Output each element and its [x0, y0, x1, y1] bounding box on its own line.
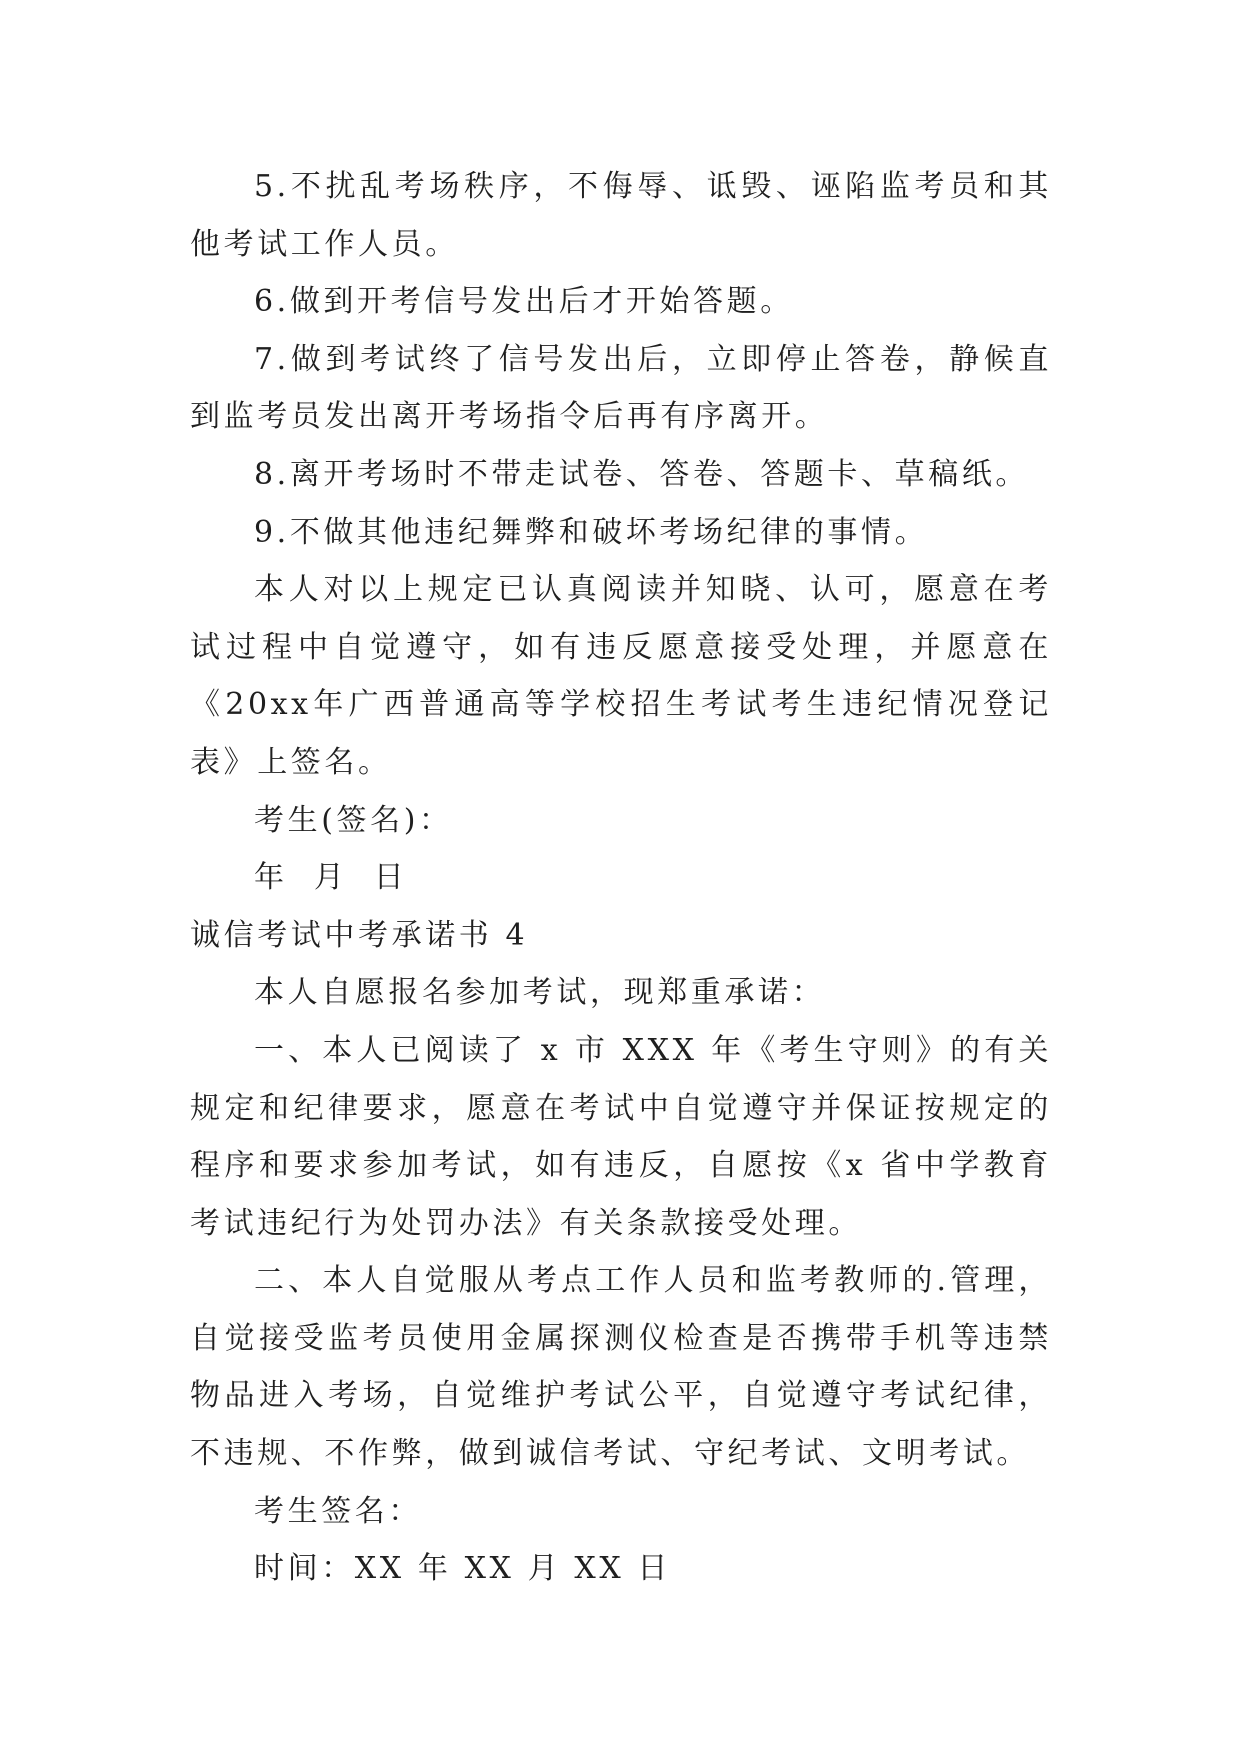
rule-6-paragraph: 6.做到开考信号发出后才开始答题。: [254, 284, 794, 320]
rule-9-paragraph: 9.不做其他违纪舞弊和破坏考场纪律的事情。: [254, 514, 929, 550]
date-line: 年 月 日: [254, 860, 408, 896]
candidate-signature-line: 考生签名：: [254, 1493, 422, 1529]
time-line: 时间：XX 年 XX 月 XX 日: [254, 1551, 672, 1587]
pledge-intro-paragraph: 本人自愿报名参加考试，现郑重承诺：: [254, 975, 826, 1011]
pledge-item-2-paragraph: 二、本人自觉服从考点工作人员和监考教师的.管理，自觉接受监考员使用金属探测仪检查是否携带手机等违禁物品进入考场，自觉维护考试公平，自觉遵守考试纪律，不违规、不作弊，做到诚信考试、守纪考试、文明考试。: [190, 1263, 1052, 1472]
document-body: [190, 158, 1052, 1598]
signature-line: 考生(签名)：: [254, 802, 453, 838]
rule-5-paragraph: 5.不扰乱考场秩序，不侮辱、诋毁、诬陷监考员和其他考试工作人员。: [190, 169, 1052, 262]
rule-7-paragraph: 7.做到考试终了信号发出后，立即停止答卷，静候直到监考员发出离开考场指令后再有序离开。: [190, 341, 1052, 435]
rule-8-paragraph: 8.离开考场时不带走试卷、答卷、答题卡、草稿纸。: [254, 456, 1030, 492]
section-heading: 诚信考试中考承诺书 4: [190, 917, 529, 953]
pledge-item-1-paragraph: 一、本人已阅读了 x 市 XXX 年《考生守则》的有关规定和纪律要求，愿意在考试中自觉遵守并保证按规定的程序和要求参加考试，如有违反，自愿按《x 省中学教育考试违纪行为处罚办法》有关条款接受处理。: [190, 1032, 1052, 1241]
acknowledgement-paragraph: 本人对以上规定已认真阅读并知晓、认可，愿意在考试过程中自觉遵守，如有违反愿意接受处理，并愿意在《20xx年广西普通高等学校招生考试考生违纪情况登记表》上签名。: [190, 572, 1052, 780]
